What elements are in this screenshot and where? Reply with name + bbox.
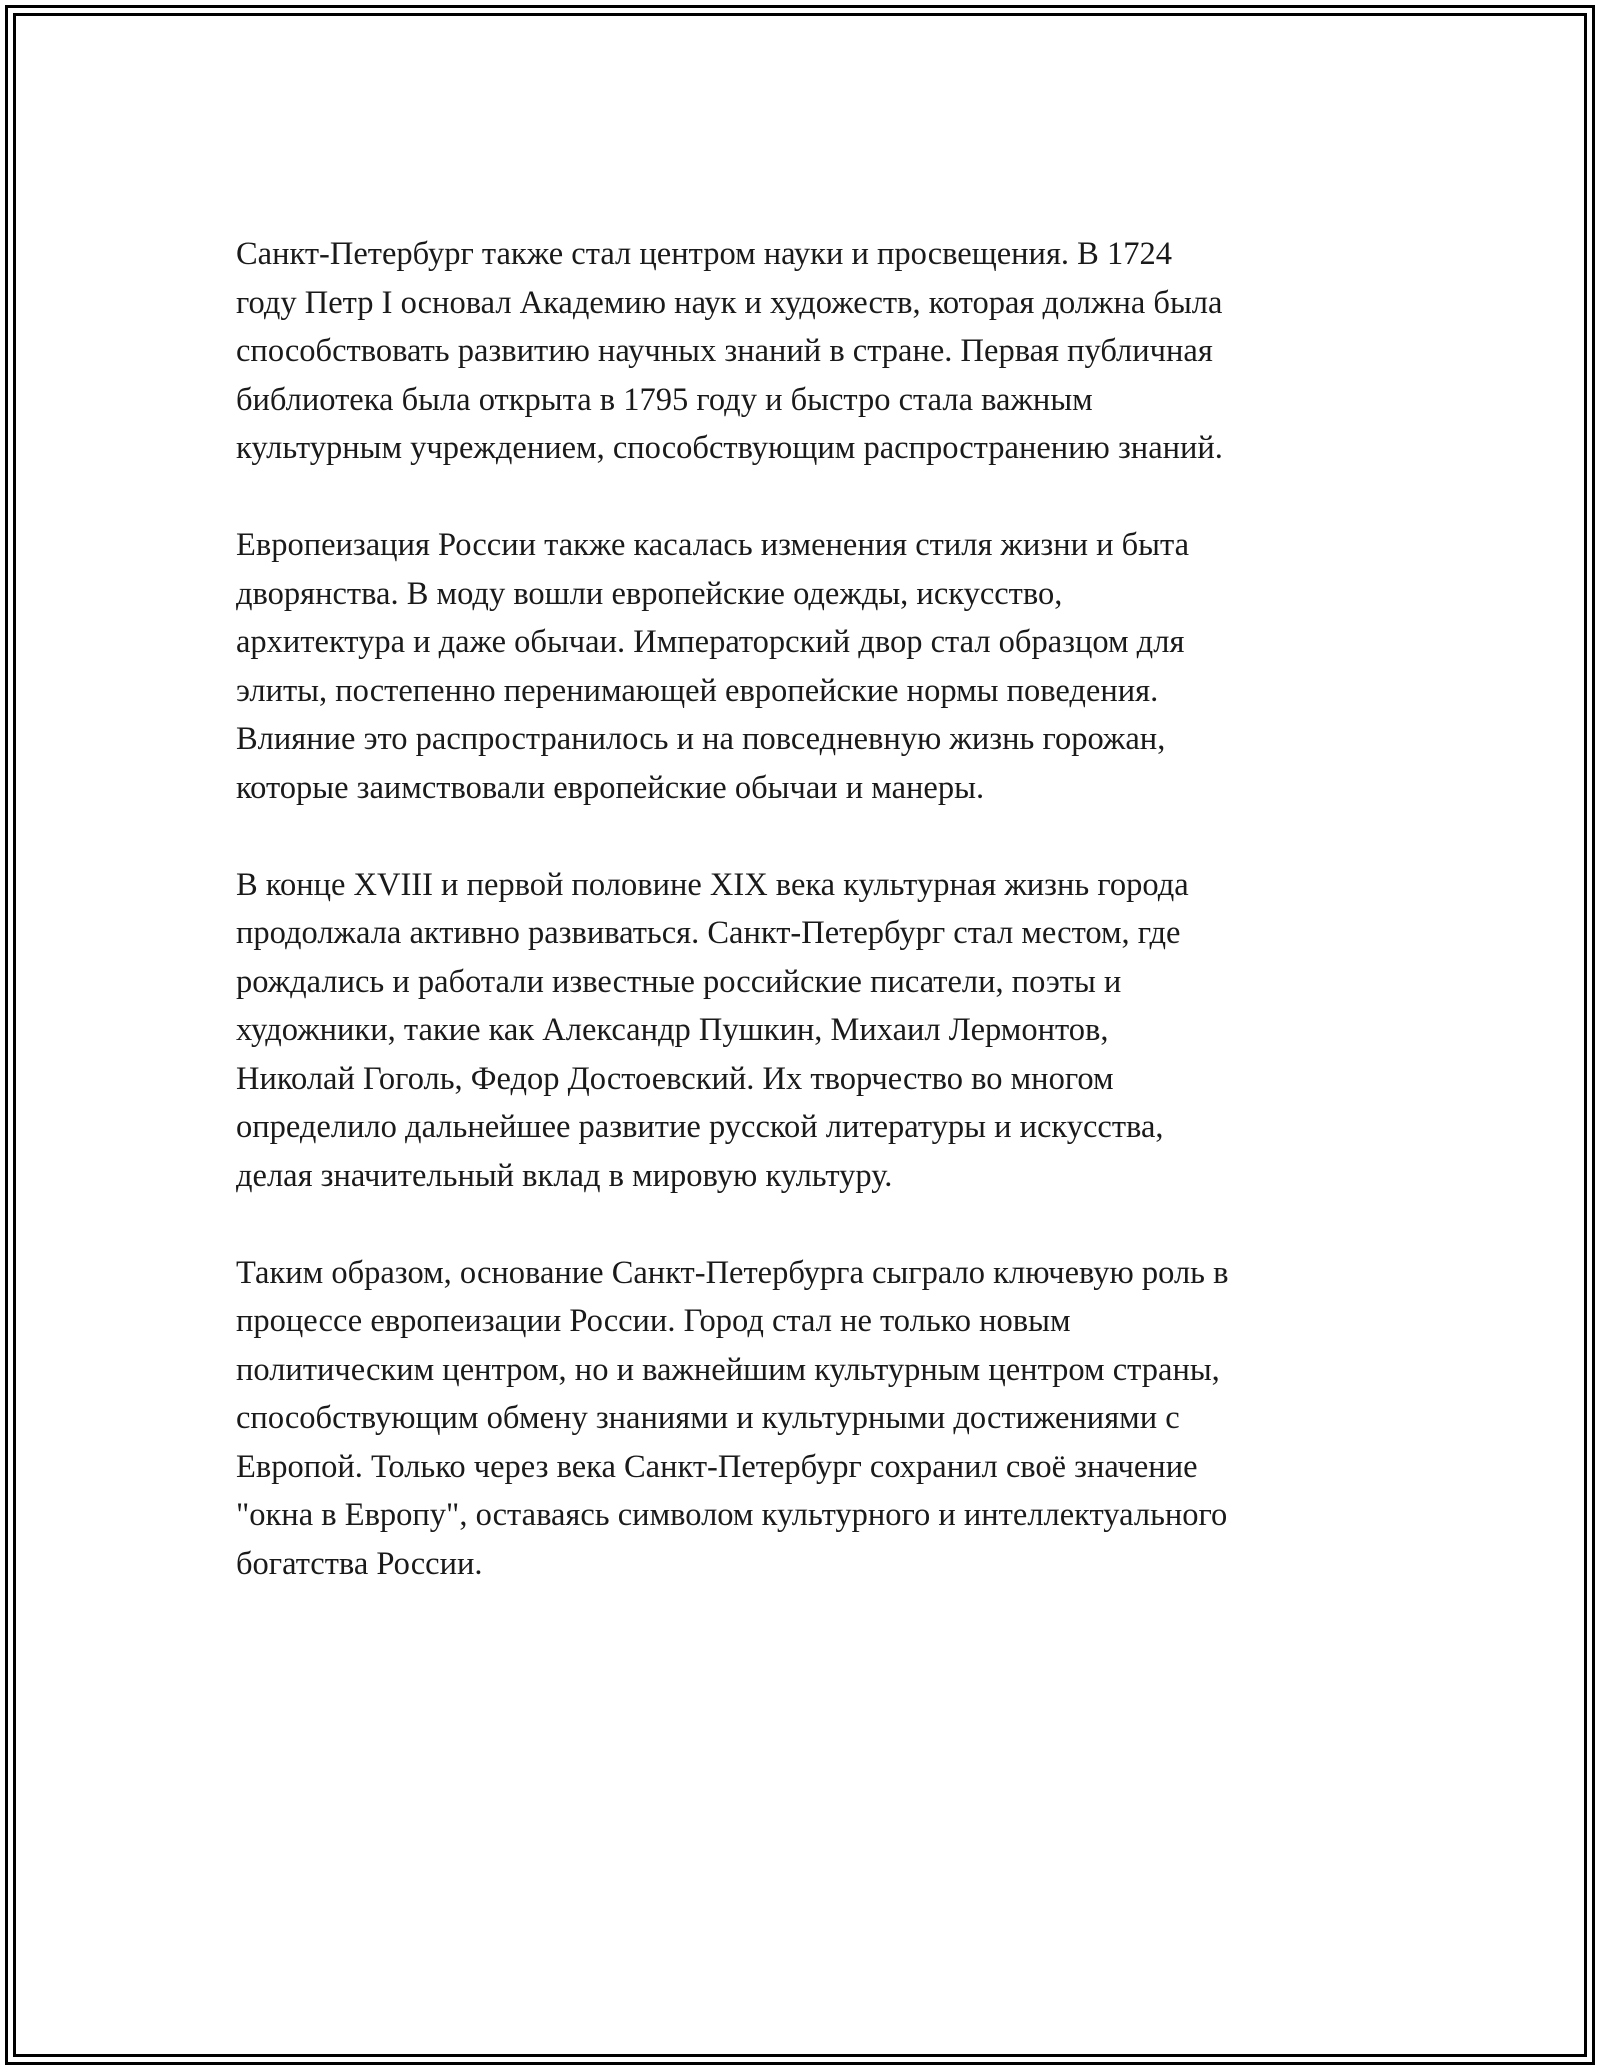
text-line: способствующим обмену знаниями и культурными достижениями с bbox=[236, 1400, 1180, 1436]
text-line: Европеизация России также касалась изменения стиля жизни и быта bbox=[236, 527, 1190, 563]
text-line: Николай Гоголь, Федор Достоевский. Их творчество во многом bbox=[236, 1060, 1114, 1097]
text-line: культурным учреждением, способствующим распространению знаний. bbox=[236, 430, 1223, 466]
text-line: рождались и работали известные российские писатели, поэты и bbox=[236, 963, 1122, 1000]
text-line: которые заимствовали европейские обычаи и манеры. bbox=[236, 769, 985, 806]
text-line: Таким образом, основание Санкт-Петербурга сыграло ключевую роль в bbox=[236, 1254, 1229, 1291]
text-line: архитектура и даже обычаи. Императорский двор стал образцом для bbox=[236, 624, 1185, 660]
text-line: богатства России. bbox=[236, 1545, 483, 1582]
text-line: делая значительный вклад в мировую культуру. bbox=[236, 1157, 893, 1194]
text-line: способствовать развитию научных знаний в стране. Первая публичная bbox=[236, 333, 1213, 369]
text-line: дворянства. В моду вошли европейские одежды, искусство, bbox=[236, 575, 1063, 612]
document-body bbox=[236, 230, 1382, 1637]
paragraph-2 bbox=[236, 521, 1382, 812]
text-line: художники, такие как Александр Пушкин, Михаил Лермонтов, bbox=[236, 1012, 1109, 1048]
text-line: Санкт-Петербург также стал центром науки и просвещения. В 1724 bbox=[236, 236, 1172, 272]
text-line: процессе европеизации России. Город стал не только новым bbox=[236, 1303, 1071, 1339]
text-line: году Петр I основал Академию наук и художеств, которая должна была bbox=[236, 284, 1223, 321]
text-line: продолжала активно развиваться. Санкт-Петербург стал местом, где bbox=[236, 915, 1181, 951]
text-line: библиотека была открыта в 1795 году и быстро стала важным bbox=[236, 381, 1093, 418]
text-line: "окна в Европу", оставаясь символом культурного и интеллектуального bbox=[236, 1497, 1228, 1533]
text-line: Влияние это распространилось и на повседневную жизнь горожан, bbox=[236, 721, 1166, 757]
paragraph-4 bbox=[236, 1249, 1382, 1589]
text-line: элиты, постепенно перенимающей европейские нормы поведения. bbox=[236, 672, 1159, 709]
paragraph-1 bbox=[236, 230, 1382, 473]
text-line: определило дальнейшее развитие русской литературы и искусства, bbox=[236, 1109, 1164, 1145]
paragraph-3 bbox=[236, 861, 1382, 1201]
text-line: Европой. Только через века Санкт-Петербург сохранил своё значение bbox=[236, 1448, 1198, 1485]
text-line: политическим центром, но и важнейшим культурным центром страны, bbox=[236, 1351, 1220, 1388]
text-line: В конце XVIII и первой половине XIX века культурная жизнь города bbox=[236, 866, 1189, 903]
